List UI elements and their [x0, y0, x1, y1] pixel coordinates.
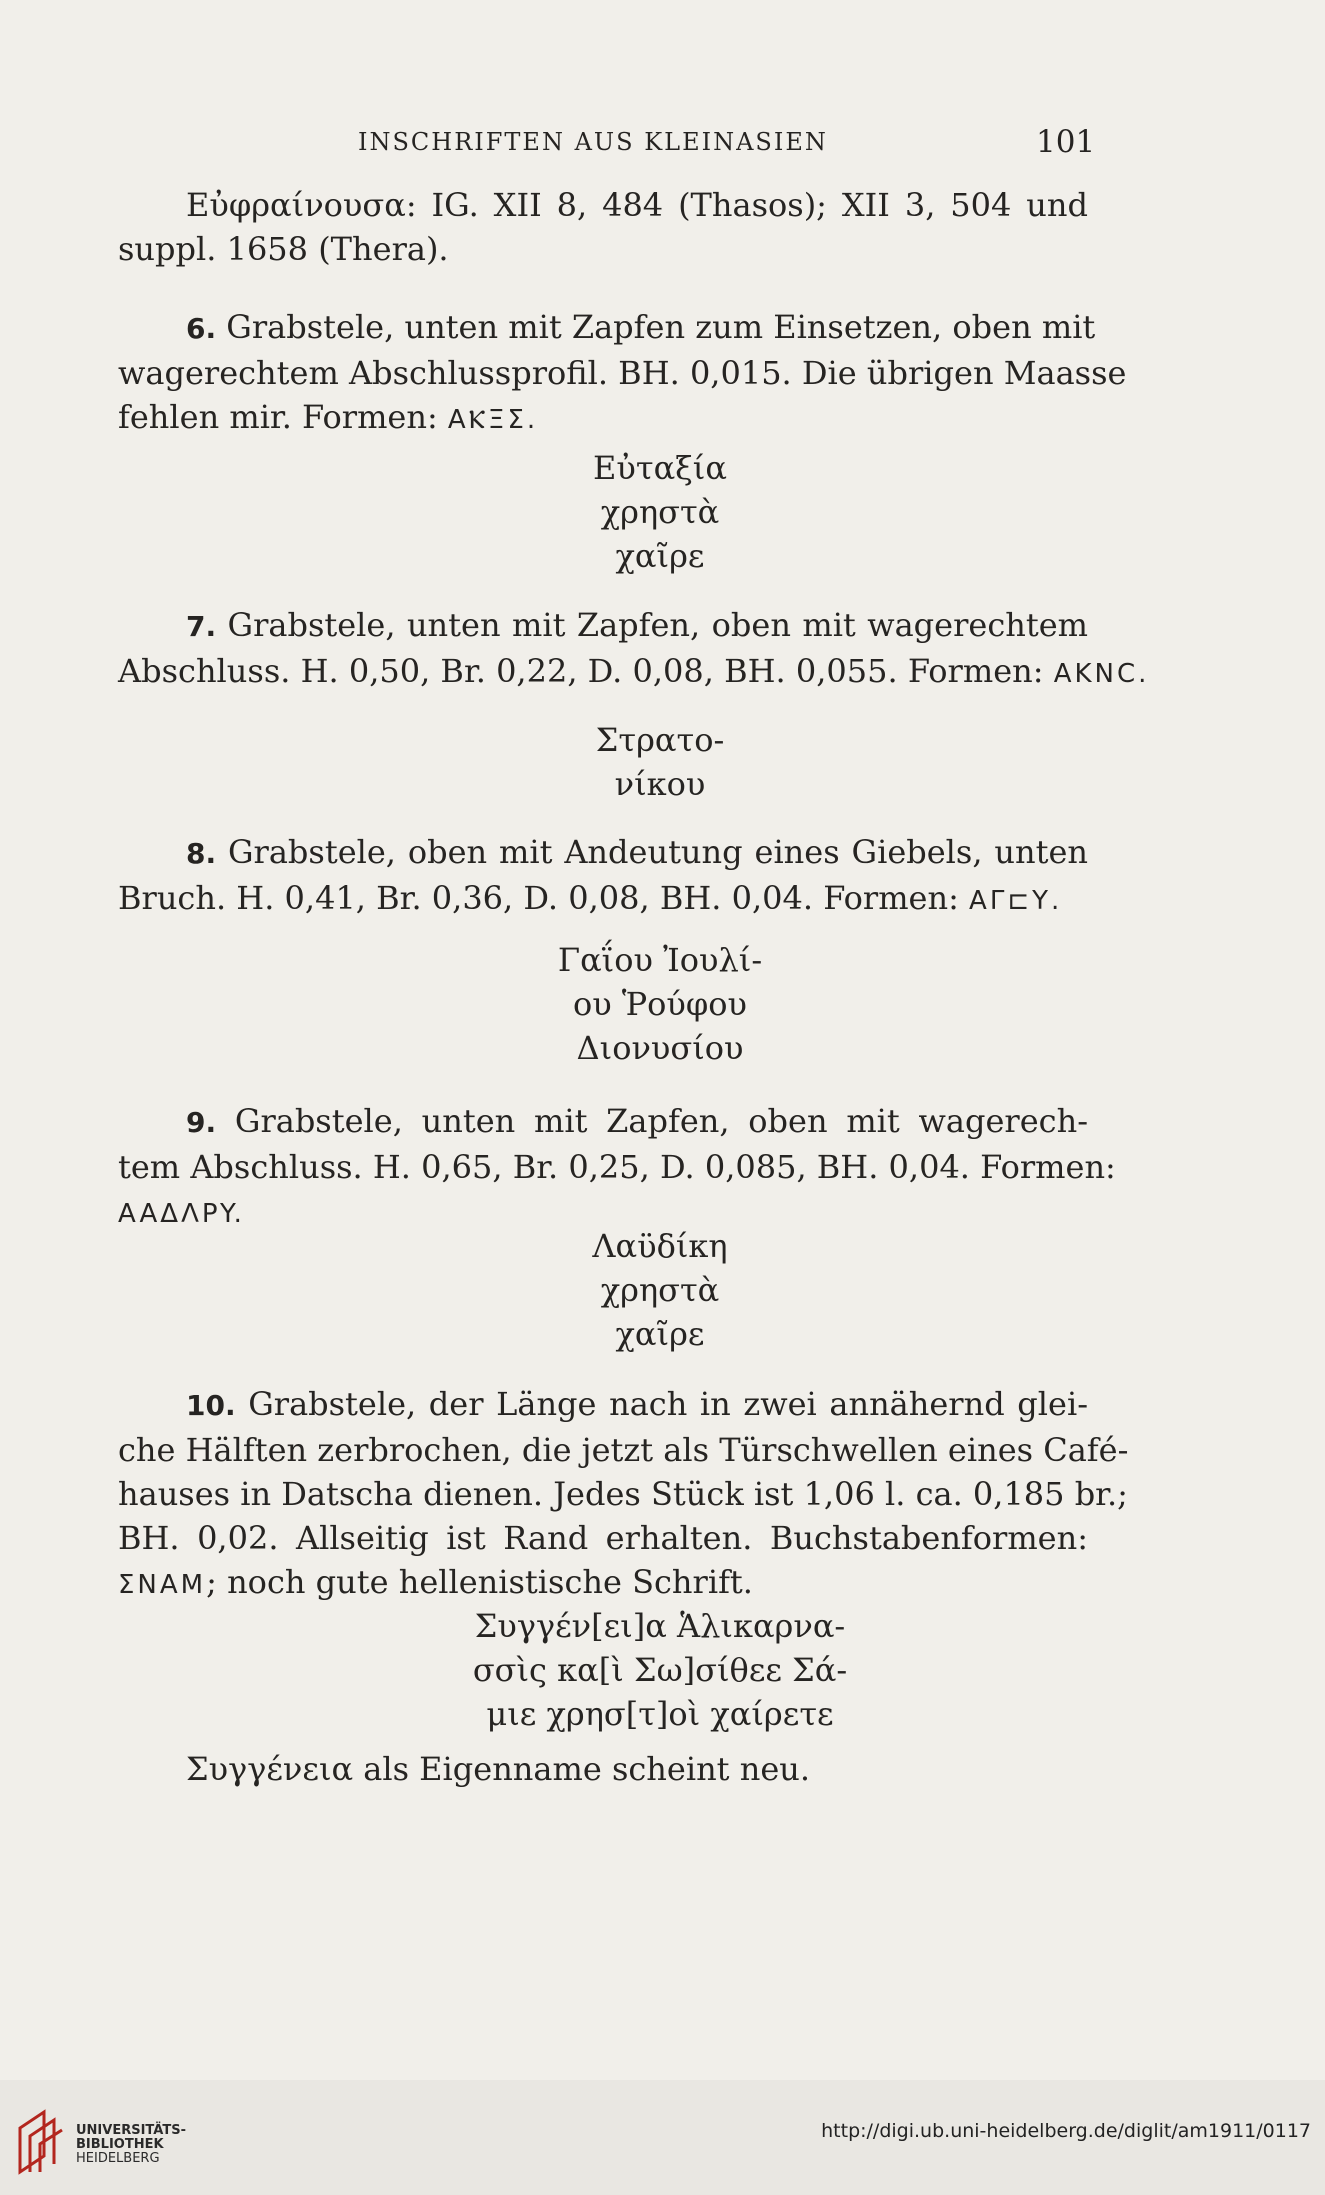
entry-8-line-1: [118, 830, 1088, 876]
library-emblem-icon: [14, 2106, 66, 2176]
entry-6-line-3: [118, 395, 1088, 442]
entry-7-inscription: [300, 718, 1020, 806]
inscription-line: Διονυσίου: [576, 1029, 744, 1067]
entry-6-line-2: wagerechtem Abschlussprofil. BH. 0,015. Die übrigen Maasse: [118, 354, 1127, 392]
entry-9-inscription: [300, 1224, 1020, 1356]
entry-9-line-1: [118, 1099, 1088, 1145]
running-title: INSCHRIFTEN AUS KLEINASIEN: [358, 128, 828, 156]
intro-line-2: suppl. 1658 (Thera).: [118, 230, 449, 268]
inscription-line: ου Ῥούφου: [572, 985, 747, 1023]
entry-8-inscription: [300, 938, 1020, 1070]
intro-line-1: Εὐφραίνουσα: IG. XII 8, 484 (Thasos); XII 3, 504 und: [186, 186, 1088, 224]
entry-10-note-line: Συγγένεια als Eigenname scheint neu.: [186, 1750, 811, 1788]
entry-10-letter-forms: ΣNAM: [118, 1570, 207, 1600]
entry-8-line-2-text: Bruch. H. 0,41, Br. 0,36, D. 0,08, BH. 0,04. Formen:: [118, 879, 970, 917]
library-name-line-3: HEIDELBERG: [76, 2151, 160, 2166]
inscription-line: χαῖρε: [615, 537, 705, 575]
source-url-link[interactable]: http://digi.ub.uni-heidelberg.de/diglit/am1911/0117: [821, 2120, 1311, 2142]
entry-9-line-1-text: Grabstele, unten mit Zapfen, oben mit wagerech-: [216, 1102, 1088, 1140]
inscription-line: Εὐταξία: [593, 449, 727, 487]
entry-6-line-1: [118, 305, 1096, 351]
entry-6-line-1-text: Grabstele, unten mit Zapfen zum Einsetzen, oben mit: [216, 308, 1096, 346]
inscription-line: Γαΐου Ἰουλί-: [557, 941, 763, 979]
entry-10-line-5-text: ; noch gute hellenistische Schrift.: [206, 1563, 753, 1601]
entry-6-number: 6.: [186, 312, 217, 345]
entry-10-line-4: BH. 0,02. Allseitig ist Rand erhalten. Buchstabenformen:: [118, 1519, 1088, 1557]
inscription-line: Συγγέν[ει]α Ἁλικαρνα-: [474, 1607, 846, 1645]
inscription-line: Λαϋδίκη: [592, 1227, 728, 1265]
entry-6-inscription: [300, 446, 1020, 578]
entry-8-line-2: [118, 876, 1088, 923]
entry-10-line-3: hauses in Datscha dienen. Jedes Stück ist 1,06 l. ca. 0,185 br.;: [118, 1475, 1128, 1513]
library-name-line-1: UNIVERSITÄTS-: [76, 2123, 186, 2138]
entry-7-line-2-text: Abschluss. H. 0,50, Br. 0,22, D. 0,08, BH. 0,055. Formen:: [118, 652, 1054, 690]
entry-6-letter-forms: AⲔΞΣ.: [447, 405, 539, 435]
inscription-line: μιε χρησ[τ]οὶ χαίρετε: [486, 1695, 834, 1733]
entry-10-line-1: [118, 1382, 1088, 1428]
inscription-line: χρηστὰ: [600, 493, 720, 531]
entry-8-line-1-text: Grabstele, oben mit Andeutung eines Giebels, unten: [216, 833, 1088, 871]
entry-10-line-2: che Hälften zerbrochen, die jetzt als Türschwellen eines Café-: [118, 1431, 1129, 1469]
entry-8-number: 8.: [186, 837, 217, 870]
inscription-line: σσὶς κα[ὶ Σω]σίθεε Σά-: [472, 1651, 848, 1689]
page-number: 101: [1036, 124, 1096, 160]
entry-9-letter-forms: AAΔΛPY.: [118, 1199, 245, 1229]
entry-9-line-2: tem Abschluss. H. 0,65, Br. 0,25, D. 0,085, BH. 0,04. Formen:: [118, 1148, 1116, 1186]
library-logo[interactable]: [14, 2106, 204, 2176]
entry-6-paragraph: [118, 305, 1127, 442]
entry-10-line-5: [118, 1560, 1088, 1607]
inscription-line: χαῖρε: [615, 1315, 705, 1353]
inscription-line: χρηστὰ: [600, 1271, 720, 1309]
entry-7-letter-forms: AKNC.: [1053, 659, 1150, 689]
entry-7-line-1-text: Grabstele, unten mit Zapfen, oben mit wagerechtem: [216, 606, 1088, 644]
entry-7-paragraph: [118, 603, 1150, 696]
entry-6-line-3-text: fehlen mir. Formen:: [118, 398, 448, 436]
entry-10-note: [118, 1747, 1088, 1791]
entry-7-line-1: [118, 603, 1088, 649]
entry-8-paragraph: [118, 830, 1088, 923]
entry-10-number: 10.: [186, 1389, 236, 1422]
entry-9-number: 9.: [186, 1106, 217, 1139]
library-name-line-2: BIBLIOTHEK: [76, 2137, 164, 2152]
entry-10-paragraph: [118, 1382, 1129, 1607]
library-name: [76, 2124, 186, 2166]
entry-7-line-2: [118, 649, 1150, 696]
entry-10-inscription: [300, 1604, 1020, 1736]
entry-10-line-1-text: Grabstele, der Länge nach in zwei annähernd glei-: [235, 1385, 1088, 1423]
entry-9-paragraph: [118, 1099, 1116, 1236]
inscription-line: Στρατο-: [595, 721, 725, 759]
entry-8-letter-forms: AΓ⊏Υ.: [969, 886, 1063, 916]
inscription-line: νίκου: [614, 765, 706, 803]
entry-7-number: 7.: [186, 610, 217, 643]
intro-paragraph: [118, 183, 1088, 271]
